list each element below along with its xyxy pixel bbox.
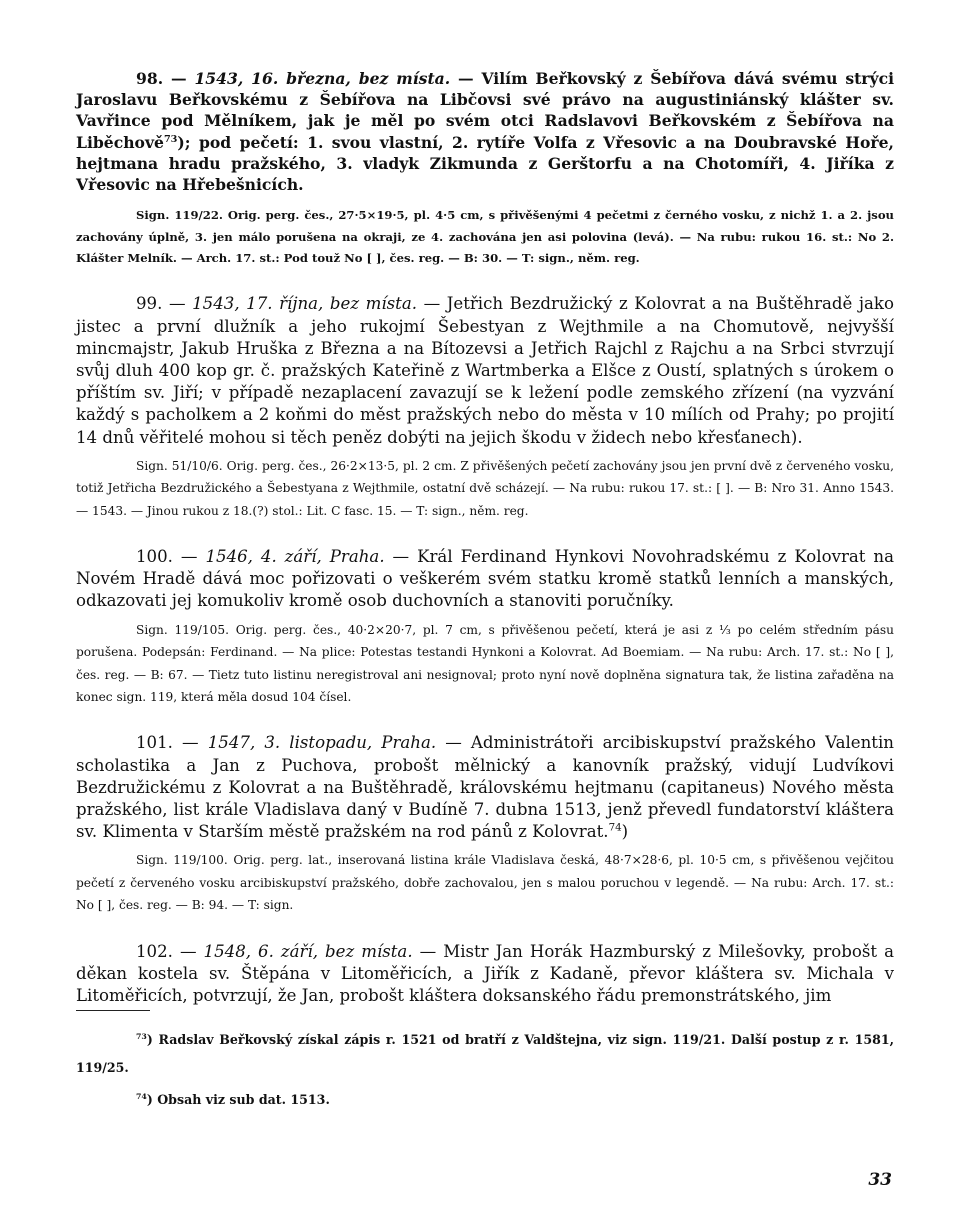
entry-text: 100. — 1546, 4. září, Praha. — Král Ferdinand Hynkovi Novohradskému z Kolovrat na Novém Hradě dává moc pořizovati o veškerém svém statku kromě statků lenních a manských, odkazovati jej komukoliv kromě osob duchovních a stanoviti poručníky. (76, 547, 894, 611)
footnotes (76, 1026, 894, 1114)
entry-number: 100. (136, 547, 173, 567)
entry-summary-cont: ) (621, 822, 629, 842)
entry-summary: Administrátoři arcibiskupství pražského Valentin scholastika a Jan z Puchova, probošt mělnický a kanovník pražský, vidují Ludvíkovi Bezdružickému z Kolovrat a na Buštěhradě, královskému hejtmanu (capitaneus) Nového města pražského, list krále Vladislava daný v Budíně 7. dubna 1513, jenž převedl fundatorství kláštera sv. Klimenta v Starším městě pražském na rod pánů z Kolovrat. (76, 733, 894, 842)
footnote-ref[interactable]: 73 (163, 133, 178, 145)
entry-98 (76, 68, 894, 269)
entry-summary: Jetřich Bezdružický z Kolovrat a na Buštěhradě jako jistec a první dlužník a jeho rukojmí Šebestyan z Wejthmile a na Chomutově, nejvyšší mincmajstr, Jakub Hruška z Března a na Bítozevsi a Jetřich Rajchl z Rajchu a na Srbci stvrzují svůj dluh 400 kop gr. č. pražských Kateřině z Wartmberka a Elšce z Oustí, splatných s úrokem o příštím sv. Jiří; v případě nezaplacení zavazují se k ležení podle zemského zřízení (na vyzvání každý s pacholkem a 2 koňmi do měst pražských nebo do města v 10 mílích od Prahy; po projití 14 dnů věřitelé mohou si těch peněz dobýti na jejich škodu v židech nebo křesťanech). (76, 294, 894, 447)
entry-date: 1548, 6. září, bez místa. (203, 941, 413, 961)
entry-archival-notes: Sign. 119/105. Orig. perg. čes., 40·2×20·7, pl. 7 cm, s přivěšenou pečetí, která je asi z ⅓ po celém středním pásu porušena. Podepsán: Ferdinand. — Na plice: Potestas testandi Hynkoni a Kolovrat. Ad Boemiam. — Na rubu: Arch. 17. st.: No [ ], čes. reg. — B: 67. — Tietz tuto listinu neregistroval ani nesignoval; proto nyní nově doplněna signatura tak, že listina zařaděna na konec sign. 119, která měla dosud 104 čísel. (76, 622, 894, 704)
entry-102 (76, 941, 894, 1008)
entry-summary: Král Ferdinand Hynkovi Novohradskému z Kolovrat na Novém Hradě dává moc pořizovati o veškerém svém statku kromě statků lenních a manských, odkazovati jej komukoliv kromě osob duchovních a stanoviti poručníky. (76, 547, 894, 611)
footnote-ref[interactable]: 74 (608, 821, 622, 834)
entry-99 (76, 293, 894, 522)
entry-101 (76, 732, 894, 916)
footnote-mark: 73 (136, 1031, 147, 1041)
entry-100 (76, 546, 894, 708)
entry-archival-notes: Sign. 51/10/6. Orig. perg. čes., 26·2×13·5, pl. 2 cm. Z přivěšených pečetí zachovány jsou jen první dvě z červeného vosku, totiž Jetřicha Bezdružického a Šebestyana z Wejthmile, ostatní dvě scházejí. — Na rubu: rukou 17. st.: [ ]. — B: Nro 31. Anno 1543. — 1543. — Jinou rukou z 18.(?) stol.: Lit. C fasc. 15. — T: sign., něm. reg. (76, 458, 894, 518)
entry-number: 98. (136, 69, 164, 88)
entry-date: 1547, 3. listopadu, Praha. (207, 733, 437, 753)
entry-date: 1543, 16. března, bez místa. (194, 69, 451, 88)
footnote-divider (76, 1010, 150, 1011)
entry-summary: Vilím Beřkovský z Šebířova dává svému strýci Jaroslavu Beřkovskému z Šebířova na Libčovsi své právo na augustiniánský klášter sv. Vavřince pod Mělníkem, jak je měl po svém otci Radslavovi Beřkovském z Šebířova na Liběchově (76, 69, 894, 152)
entry-number: 101. (136, 733, 173, 753)
entry-archival-notes: Sign. 119/100. Orig. perg. lat., inserovaná listina krále Vladislava česká, 48·7×28·6, pl. 10·5 cm, s přivěšenou vejčitou pečetí z červeného vosku arcibiskupství pražského, dobře zachovalou, jen s malou poruchou v legendě. — Na rubu: Arch. 17. st.: No [ ], čes. reg. — B: 94. — T: sign. (76, 853, 894, 913)
footnote-text: Obsah viz sub dat. 1513. (157, 1092, 330, 1107)
document-body (76, 68, 894, 1007)
entry-text: 99. — 1543, 17. října, bez místa. — Jetřich Bezdružický z Kolovrat a na Buštěhradě jako jistec a první dlužník a jeho rukojmí Šebestyan z Wejthmile a na Chomutově, nejvyšší mincmajstr, Jakub Hruška z Března a na Bítozevsi a Jetřich Rajchl z Rajchu a na Srbci stvrzují svůj dluh 400 kop gr. č. pražských Kateřině z Wartmberka a Elšce z Oustí, splatných s úrokem o příštím sv. Jiří; v případě nezaplacení zavazují se k ležení podle zemského zřízení (na vyzvání každý s pacholkem a 2 koňmi do měst pražských nebo do města v 10 mílích od Prahy; po projití 14 dnů věřitelé mohou si těch peněz dobýti na jejich škodu v židech nebo křesťanech). (76, 294, 894, 447)
footnote-74: $^{74}$) Obsah viz sub dat. 1513. (136, 1091, 330, 1107)
entry-text: 98. — 1543, 16. března, bez místa. — Vilím Beřkovský z Šebířova dává svému strýci Jaroslavu Beřkovskému z Šebířova na Libčovsi své právo na augustiniánský klášter sv. Vavřince pod Mělníkem, jak je měl po svém otci Radslavovi Beřkovském z Šebířova na Liběchově$^{73}$); pod pečetí: 1. svou vlastní, 2. rytíře Volfa z Vřesovic a na Doubravské Hoře, hejtmana hradu pražského, 3. vladyk Zikmunda z Gerštorfu a na Chotomíři, 4. Jiříka z Vřesovic na Hřebešnicích. (76, 69, 894, 195)
entry-date: 1546, 4. září, Praha. (205, 547, 385, 567)
footnote-73: $^{73}$) Radslav Beřkovský získal zápis r. 1521 od bratří z Valdštejna, viz sign. 119/21. Další postup z r. 1581, 119/25. (76, 1031, 895, 1075)
page-number: 33 (868, 1170, 892, 1190)
entry-text: 102. — 1548, 6. září, bez místa. — Mistr Jan Horák Hazmburský z Milešovky, probošt a děkan kostela sv. Štěpána v Litoměřicích, a Jiřík z Kadaně, převor kláštera sv. Michala v Litoměřicích, potvrzují, že Jan, probošt kláštera doksanského řádu premonstrátského, jim (76, 941, 894, 1005)
entry-date: 1543, 17. října, bez místa. (192, 294, 418, 314)
entry-number: 99. (136, 294, 163, 314)
footnote-mark: 74 (136, 1091, 147, 1101)
entry-archival-notes: Sign. 119/22. Orig. perg. čes., 27·5×19·5, pl. 4·5 cm, s přivěšenými 4 pečetmi z černého vosku, z nichž 1. a 2. jsou zachovány úplně, 3. jen málo porušena na okraji, ze 4. zachována jen asi polovina (levá). — Na rubu: rukou 16. st.: No 2. Klášter Melník. — Arch. 17. st.: Pod touž No [ ], čes. reg. — B: 30. — T: sign., něm. reg. (76, 208, 894, 266)
footnote-text: Radslav Beřkovský získal zápis r. 1521 od bratří z Valdštejna, viz sign. 119/21. Další postup z r. 1581, 119/25. (76, 1032, 895, 1075)
entry-summary: Mistr Jan Horák Hazmburský z Milešovky, probošt a děkan kostela sv. Štěpána v Litoměřicích, a Jiřík z Kadaně, převor kláštera sv. Michala v Litoměřicích, potvrzují, že Jan, probošt kláštera doksanského řádu premonstrátského, jim (76, 941, 894, 1005)
entry-summary-cont: ); pod pečetí: 1. svou vlastní, 2. rytíře Volfa z Vřesovic a na Doubravské Hoře, hejtmana hradu pražského, 3. vladyk Zikmunda z Gerštorfu a na Chotomíři, 4. Jiříka z Vřesovic na Hřebešnicích. (76, 132, 894, 195)
entry-number: 102. (136, 941, 173, 961)
entry-text: 101. — 1547, 3. listopadu, Praha. — Administrátoři arcibiskupství pražského Valentin scholastika a Jan z Puchova, probošt mělnický a kanovník pražský, vidují Ludvíkovi Bezdružickému z Kolovrat a na Buštěhradě, královskému hejtmanu (capitaneus) Nového města pražského, list krále Vladislava daný v Budíně 7. dubna 1513, jenž převedl fundatorství kláštera sv. Klimenta v Starším městě pražském na rod pánů z Kolovrat.$^{74}$) (76, 733, 894, 842)
